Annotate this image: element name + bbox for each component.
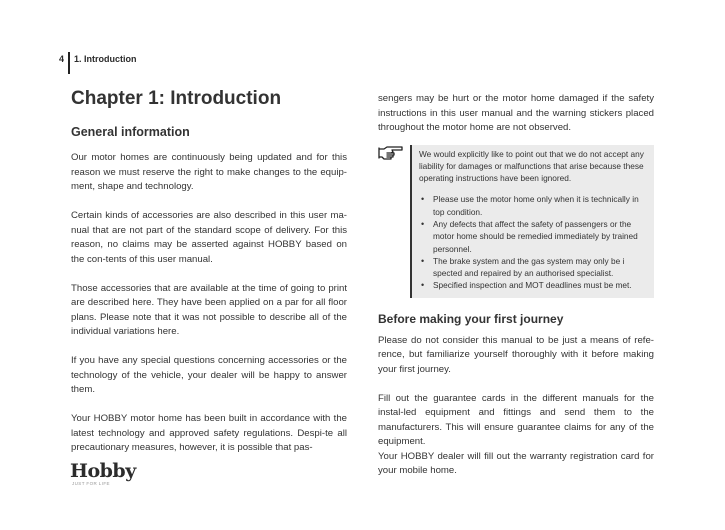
page-number: 4 bbox=[59, 54, 65, 64]
chapter-title: Chapter 1: Introduction bbox=[71, 88, 282, 109]
header-section-title: 1. Introduction bbox=[74, 54, 137, 64]
left-column bbox=[71, 86, 347, 456]
list-item: • Specified inspection and MOT deadlines must be met. bbox=[429, 279, 646, 291]
logo-tagline: JUST FOR LIFE bbox=[72, 481, 110, 486]
list-item: • Any defects that affect the safety of passengers or the motor home should be remedied immediately by trained personnel. bbox=[429, 218, 646, 255]
list-item: • Please use the motor home only when it is technically in top condition. bbox=[429, 193, 646, 218]
pointing-hand-icon bbox=[378, 145, 404, 161]
paragraph: Your HOBBY motor home has been built in accordance with the latest technology and approved safety regulations. Despi-te all precautionary measures, however, it is possible that pas- bbox=[71, 413, 347, 453]
note-box bbox=[378, 145, 654, 298]
paragraph: Please do not consider this manual to be just a means of refe-rence, but familiarize yourself thoroughly with it before making your first journey. bbox=[378, 334, 654, 375]
paragraph: If you have any special questions concerning accessories or the technology of the vehicle, your dealer will be happy to answer them. bbox=[71, 355, 347, 395]
continuation-paragraph: sengers may be hurt or the motor home damaged if the safety instructions in this user manual and the warning stickers placed throughout the motor home are not observed. bbox=[378, 93, 654, 133]
note-list bbox=[419, 193, 646, 291]
paragraph: Your HOBBY dealer will fill out the warranty registration card for your mobile home. bbox=[378, 450, 654, 477]
paragraph: Fill out the guarantee cards in the different manuals for the instal-led equipment and fittings and send them to the manufacturers. This will ensure guarantee claims for any of the equipment. bbox=[378, 392, 654, 448]
paragraph: Our motor homes are continuously being updated and for this reason we must reserve the right to make changes to the equip-ment, shape and technology. bbox=[71, 152, 347, 192]
paragraph: Those accessories that are available at the time of going to print are described here. They have been applied on a par for all floor plans. Please note that it was not possible to describe all of the individual variations here. bbox=[71, 282, 347, 337]
section-title: General information bbox=[71, 125, 190, 139]
paragraph: Certain kinds of accessories are also described in this user ma-nual that are not part of the standard scope of delivery. For this reason, no claims may be asserted against HOBBY based on the con-tents of this user manual. bbox=[71, 210, 347, 265]
logo-wordmark: Hobby bbox=[70, 460, 136, 482]
hobby-logo bbox=[70, 461, 136, 486]
right-column bbox=[378, 92, 654, 479]
subsection-title: Before making your first journey bbox=[378, 311, 564, 326]
note-text: We would explicitly like to point out that we do not accept any liability for damages or malfunctions that arise because these operating instructions have been ignored. bbox=[419, 148, 644, 184]
running-header bbox=[59, 52, 137, 74]
header-divider bbox=[68, 52, 70, 74]
list-item: • The brake system and the gas system may only be i spected and repaired by an authorised specialist. bbox=[429, 255, 646, 280]
